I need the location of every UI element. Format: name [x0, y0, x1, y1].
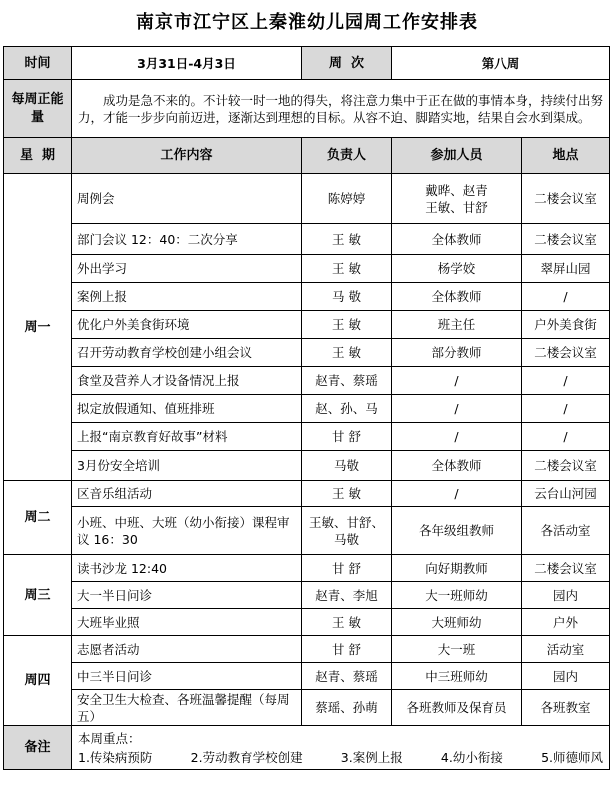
task-participants: / [392, 395, 522, 423]
task-content: 区音乐组活动 [72, 481, 302, 507]
table-row [4, 582, 610, 609]
task-participants: 班主任 [392, 311, 522, 339]
table-row [4, 224, 610, 255]
table-row [4, 507, 610, 555]
task-content: 中三半日问诊 [72, 663, 302, 690]
table-row [4, 339, 610, 367]
task-participants: 大一班 [392, 636, 522, 663]
task-location: 二楼会议室 [522, 174, 610, 224]
col-location: 地点 [522, 138, 610, 174]
task-content: 大班毕业照 [72, 609, 302, 636]
task-participants: 部分教师 [392, 339, 522, 367]
task-participants: 中三班师幼 [392, 663, 522, 690]
table-row [4, 311, 610, 339]
day-cell: 周一 [4, 174, 72, 481]
task-location: 云台山河园 [522, 481, 610, 507]
task-location: 园内 [522, 582, 610, 609]
day-cell: 周三 [4, 555, 72, 636]
table-row [4, 174, 610, 224]
table-row [4, 451, 610, 481]
task-location: 户外美食街 [522, 311, 610, 339]
task-owner: 赵青、李旭 [302, 582, 392, 609]
table-row [4, 481, 610, 507]
week-label: 周 次 [302, 47, 392, 80]
task-location: 二楼会议室 [522, 555, 610, 582]
schedule-table [3, 46, 610, 770]
notes-item: 1.传染病预防 [78, 749, 153, 765]
day-cell: 周四 [4, 636, 72, 726]
task-location: 二楼会议室 [522, 224, 610, 255]
task-participants: 向好期教师 [392, 555, 522, 582]
task-participants: 杨学姣 [392, 255, 522, 283]
table-row [4, 663, 610, 690]
col-day: 星 期 [4, 138, 72, 174]
task-content: 3月份安全培训 [72, 451, 302, 481]
task-owner: 赵、孙、马 [302, 395, 392, 423]
task-location: 二楼会议室 [522, 451, 610, 481]
notes-content [72, 726, 610, 770]
task-owner: 甘 舒 [302, 555, 392, 582]
task-content: 外出学习 [72, 255, 302, 283]
task-content: 优化户外美食街环境 [72, 311, 302, 339]
day-cell: 周二 [4, 481, 72, 555]
page-title: 南京市江宁区上秦淮幼儿园周工作安排表 [136, 12, 478, 33]
task-participants: 各班教师及保育员 [392, 690, 522, 726]
task-owner: 王 敏 [302, 255, 392, 283]
motto-text: 成功是急不来的。不计较一时一地的得失，将注意力集中于正在做的事情本身，持续付出努力，才能一步步向前迈进，逐渐达到理想的目标。从容不迫、脚踏实地，结果自会水到渠成。 [72, 80, 610, 138]
task-participants: 大班师幼 [392, 609, 522, 636]
task-owner: 马 敬 [302, 283, 392, 311]
notes-item: 5.师德师风 [541, 749, 603, 765]
task-content: 周例会 [72, 174, 302, 224]
task-content: 小班、中班、大班（幼小衔接）课程审议 16：30 [72, 507, 302, 555]
task-content: 志愿者活动 [72, 636, 302, 663]
task-owner: 甘 舒 [302, 423, 392, 451]
table-row [4, 555, 610, 582]
task-participants: / [392, 423, 522, 451]
task-content: 案例上报 [72, 283, 302, 311]
task-content: 上报“南京教育好故事”材料 [72, 423, 302, 451]
task-content: 大一半日问诊 [72, 582, 302, 609]
task-participants: / [392, 481, 522, 507]
notes-items [78, 748, 603, 767]
task-location: 园内 [522, 663, 610, 690]
task-owner: 王 敏 [302, 311, 392, 339]
task-owner: 王敏、甘舒、马敬 [302, 507, 392, 555]
motto-row [4, 80, 610, 138]
task-owner: 马敬 [302, 451, 392, 481]
task-location: / [522, 423, 610, 451]
task-location: 各班教室 [522, 690, 610, 726]
notes-label: 备注 [4, 726, 72, 770]
task-content: 拟定放假通知、值班排班 [72, 395, 302, 423]
task-owner: 赵青、蔡瑶 [302, 663, 392, 690]
col-content: 工作内容 [72, 138, 302, 174]
column-header-row [4, 138, 610, 174]
task-participants: 全体教师 [392, 451, 522, 481]
table-row [4, 395, 610, 423]
task-owner: 王 敏 [302, 609, 392, 636]
task-content: 读书沙龙 12:40 [72, 555, 302, 582]
task-location: 户外 [522, 609, 610, 636]
table-row [4, 690, 610, 726]
notes-row [4, 726, 610, 770]
task-participants: 各年级组教师 [392, 507, 522, 555]
table-row [4, 255, 610, 283]
col-participants: 参加人员 [392, 138, 522, 174]
task-participants: 戴晔、赵青 王敏、甘舒 [392, 174, 522, 224]
task-location: 翠屏山园 [522, 255, 610, 283]
motto-label: 每周正能量 [4, 80, 72, 138]
task-owner: 赵青、蔡瑶 [302, 367, 392, 395]
task-content: 安全卫生大检查、各班温馨提醒（每周五） [72, 690, 302, 726]
week-value: 第八周 [392, 47, 610, 80]
task-participants: 大一班师幼 [392, 582, 522, 609]
task-location: / [522, 283, 610, 311]
task-content: 食堂及营养人才设备情况上报 [72, 367, 302, 395]
notes-item: 3.案例上报 [340, 749, 403, 765]
task-owner: 王 敏 [302, 481, 392, 507]
task-participants: 全体教师 [392, 283, 522, 311]
time-label: 时间 [4, 47, 72, 80]
notes-heading: 本周重点： [78, 730, 141, 746]
task-owner: 蔡瑶、孙萌 [302, 690, 392, 726]
table-row [4, 283, 610, 311]
task-owner: 王 敏 [302, 339, 392, 367]
col-owner: 负责人 [302, 138, 392, 174]
table-row [4, 367, 610, 395]
task-participants: 全体教师 [392, 224, 522, 255]
task-location: 二楼会议室 [522, 339, 610, 367]
task-location: / [522, 395, 610, 423]
table-row [4, 636, 610, 663]
header-row [4, 47, 610, 80]
notes-item: 2.劳动教育学校创建 [190, 749, 303, 765]
time-value: 3月31日-4月3日 [72, 47, 302, 80]
notes-item: 4.幼小衔接 [440, 749, 503, 765]
task-location: 各活动室 [522, 507, 610, 555]
task-owner: 陈婷婷 [302, 174, 392, 224]
table-row [4, 609, 610, 636]
task-owner: 甘 舒 [302, 636, 392, 663]
task-content: 召开劳动教育学校创建小组会议 [72, 339, 302, 367]
task-owner: 王 敏 [302, 224, 392, 255]
table-row [4, 423, 610, 451]
task-location: / [522, 367, 610, 395]
task-content: 部门会议 12：40：二次分享 [72, 224, 302, 255]
task-participants: / [392, 367, 522, 395]
task-location: 活动室 [522, 636, 610, 663]
